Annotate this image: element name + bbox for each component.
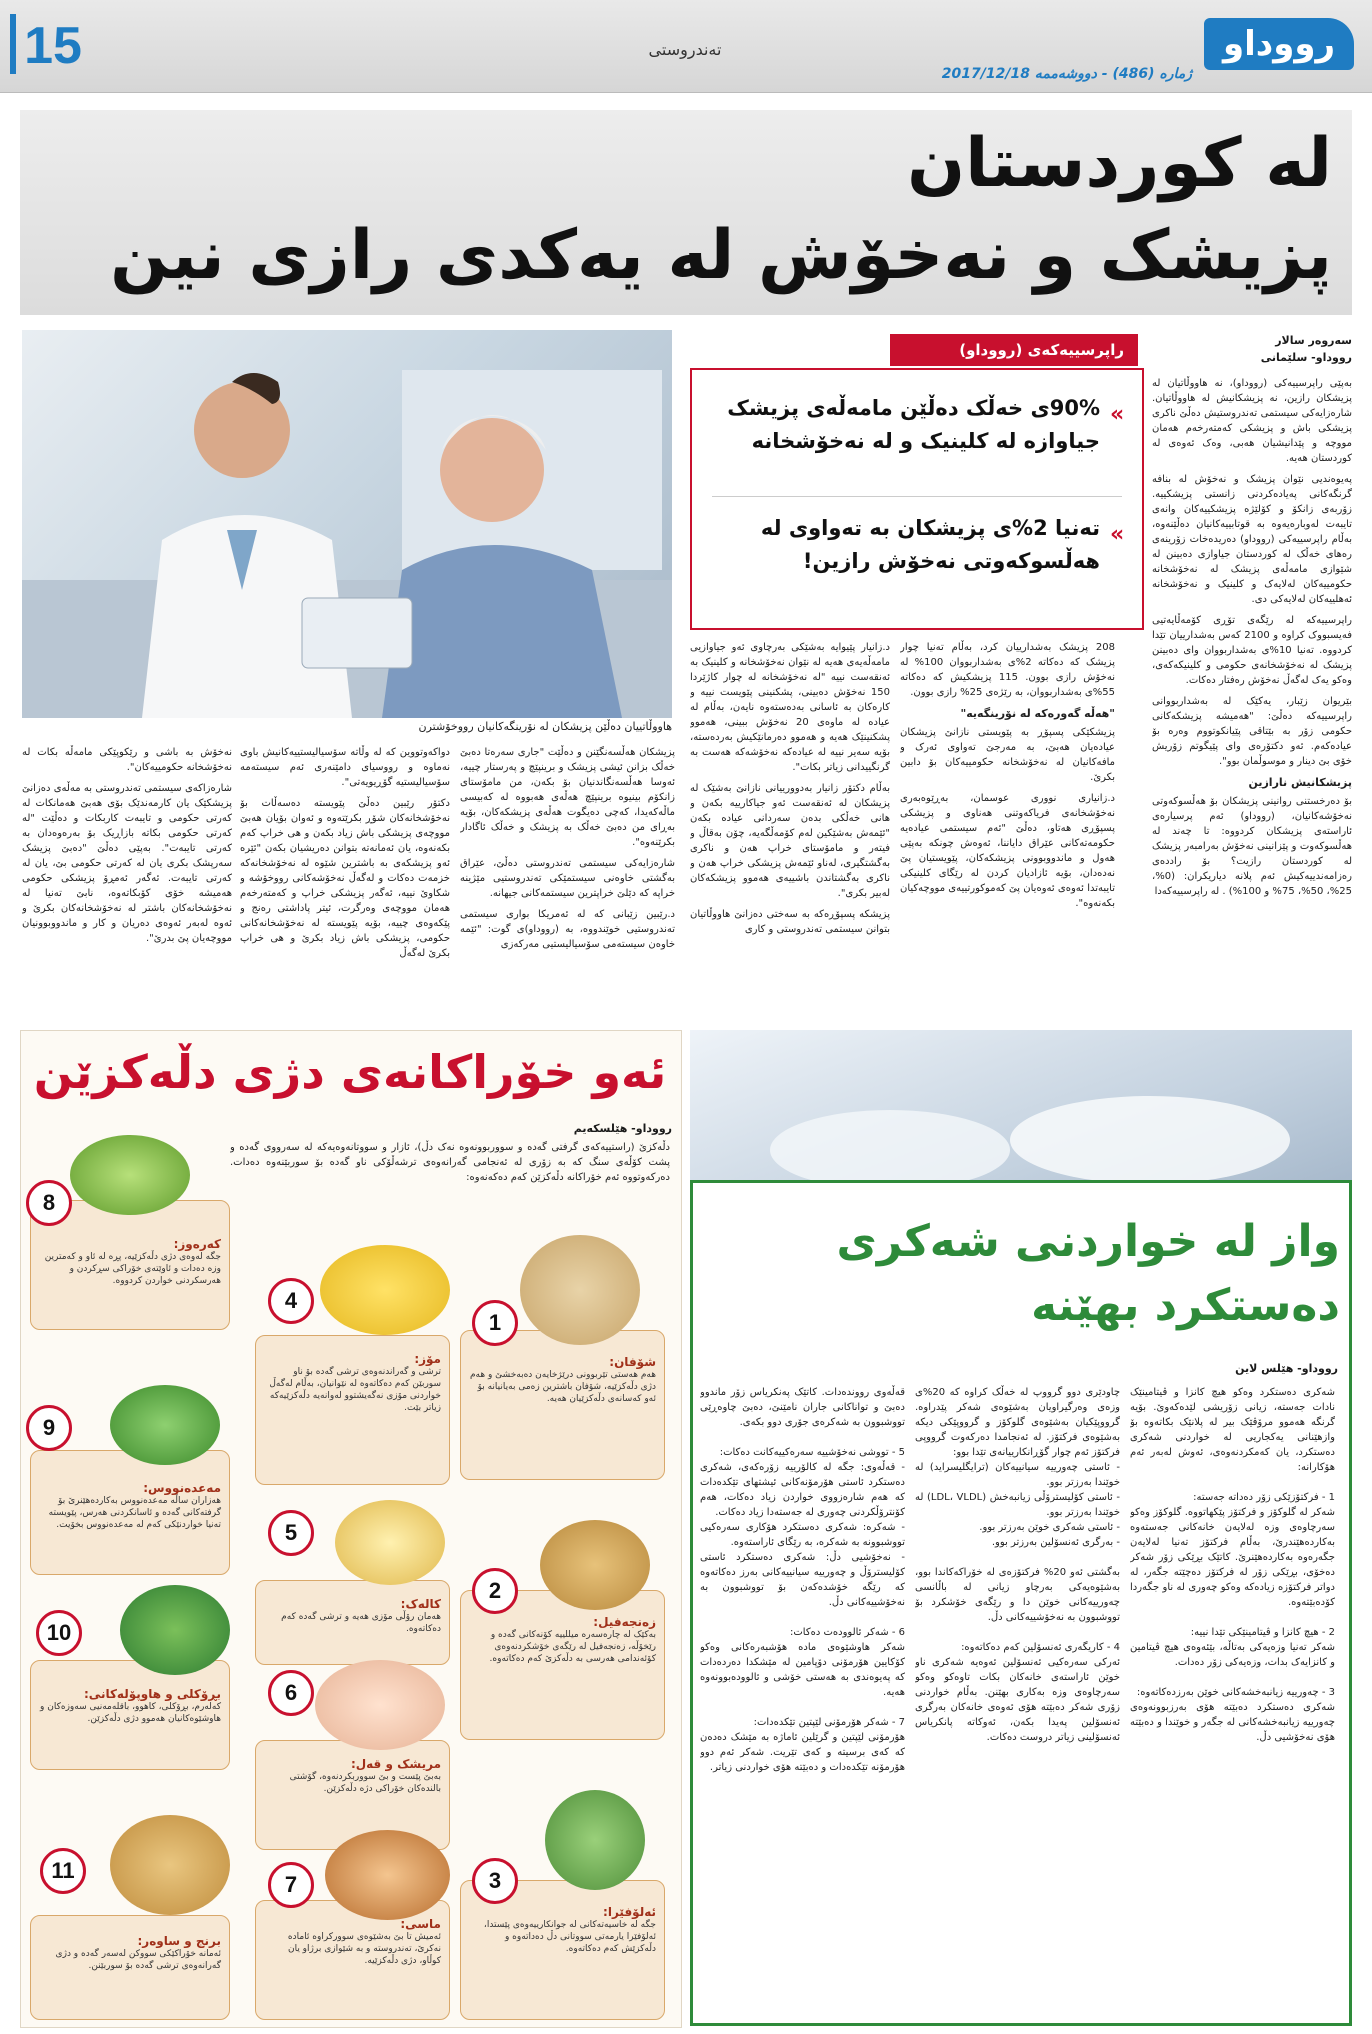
food-name: مەعدەنووس: xyxy=(143,1481,221,1495)
article-byline xyxy=(1152,332,1352,366)
paragraph: شارەزاکەی سیستمی تەندروستی بە مەڵەی دەزانێ پزیشکێک یان کارمەندێک بۆی هەبێ هەمانکات لە کەرتی حکومی و تایبەت کاربکات و دەڵێت "لە کەرتی حکومی بکاتە بازاڕیک بۆ بەرەوەدان بە کەرتی تایبەت". بەپێی دەڵێ "دەبێ پزیشک سەرپشک بکری یان لە کەرتی حکومی بێ، یان لە کەرتی تایبەت. ئەگەر ئەمڕۆ پزیشکی حکومی هەمیشە خۆی کۆبکاتەوە، نابێ تەنیا لە نەخۆشخانەکان باشتر لە نەخۆشخانەکان بکرێ و ئەوە لەبەر ئەوەی دەریان و کار و ماندووبوونیان مووچەیان پێ بدرێ". xyxy=(22,783,232,944)
sugar-title xyxy=(700,1210,1340,1338)
article-column-6 xyxy=(22,745,232,1015)
paragraph: د.زانیار پێیوایە بەشێکی بەرچاوی ئەو جیاوازیی مامەڵەیەی هەیە لە نێوان نەخۆشخانە و کلینیک بە ئەنقەست نییە "لە نەخۆشخانە لە چوار کاژێردا 150 نەخۆش دەبینی، پشکنینی پێویست نییە و کارەکان بە ئاسانی بەدەستەوە نایەن، بەڵام لە عیادە لە ماوەی 20 نەخۆش ببینی، هەموو پشکنینێک هەیە و هەموو دەرمانێکیش بەردەستە، بۆیە سەیر نییە لە عیادەکە نەخۆشەکە هەست بە گرنگییدانی زیاتر بکات". xyxy=(690,642,890,773)
doctor-patient-illustration xyxy=(22,330,672,718)
poll-stat-1: 90%ی خەڵک دەڵێن مامەڵەی پزیشک جیاوازە لە کلینیک و لە نەخۆشخانە xyxy=(727,396,1100,453)
food-card-banana xyxy=(255,1335,450,1485)
aloe-image xyxy=(545,1790,645,1890)
food-name: شۆفان: xyxy=(609,1355,656,1369)
broccoli-image xyxy=(120,1585,230,1675)
foods-byline: رووداو- هێلسکەیم xyxy=(573,1122,672,1135)
fish-image xyxy=(325,1830,450,1920)
photo-caption: هاووڵاتییان دەڵێن پزیشکان لە نۆرینگەکانیان رووخۆشترن xyxy=(418,720,672,733)
melon-image xyxy=(335,1500,445,1585)
sugar-byline: رووداو- هێلس لاین xyxy=(1235,1362,1338,1375)
oats-image xyxy=(520,1235,640,1345)
sugar-title-line-2: دەستکرد بهێنە xyxy=(1031,1280,1340,1331)
poll-divider xyxy=(712,496,1122,497)
article-column-3 xyxy=(690,640,890,1015)
food-text: ئەمانە خۆراکێکی سووکن لەسەر گەدە و دژی گەرانەوەی ترشی گەدە بۆ سوربێنن. xyxy=(55,1949,221,1971)
food-text: جگە لەوەی دژی دڵەکزێیە، پڕە لە ئاو و کەمترین وزە دەدات و ئاوێتەی خۆراکی سڕکردن و هەرسکردنی خواردن کردووە. xyxy=(44,1252,221,1286)
food-number: 8 xyxy=(26,1180,72,1226)
article-column-2 xyxy=(900,640,1115,1015)
headline-line-2: پزیشک و نەخۆش لە یەکدی رازی نین xyxy=(110,216,1332,295)
headline-line-1: لە کوردستان xyxy=(907,124,1332,203)
food-card-rice xyxy=(30,1915,230,2020)
paragraph: 208 پزیشک بەشدارییان کرد، بەڵام تەنیا چوار پزیشک کە دەکاتە 2%ی بەشداربووان 100% لە نەخۆش رازی بوون. 115 پزیشکیش کە دەکاتە 55%ی بەشداربووان، بە رێژەی 25% رازی بوون. xyxy=(900,642,1115,698)
doctor-patient-photo xyxy=(22,330,672,718)
page-number: 15 xyxy=(24,17,82,75)
paragraph: بێریوان زێبار، یەکێک لە بەشداربووانی راپرسییەکە دەڵێ: "هەمیشە پزیشکەکانی حکومی زۆر بە بێتاقی پێیانکوتووم وەرە بۆ عیادەکەم. ئەو دکتۆرەی وای پێیگوتم زۆریش خۆی بێ دینار و موسوڵمان بوو". xyxy=(1152,696,1352,767)
food-name: مریشک و قەل: xyxy=(350,1757,441,1771)
food-card-melon xyxy=(255,1580,450,1665)
paragraph: پزیشکێکی پسپۆڕ بە پێویستی نازانێ پزیشکان عیادەیان هەبێ، بە مەرجێ تەواوی ئەرک و مافەکانیان لە نەخۆشخانە حکومییەکان بۆ دابین بکرێ. xyxy=(900,727,1115,783)
food-name: زەنجەفیل: xyxy=(593,1615,656,1629)
parsley-image xyxy=(110,1385,220,1465)
food-name: برنج و ساوەر: xyxy=(137,1934,221,1948)
paragraph: بۆ دەرخستنی روانینی پزیشکان بۆ هەڵسوکەوتی نەخۆشەکانیان، (رووداو) ئەم پرسیارەی ئاراستەی پزیشکان کردووە: تا چەند لە هەڵسوکەوت و پێزانینی نەخۆش بەرامبەر پزیشک لە کوردستان رازیت؟ بۆ راددەی رەزامەندییەکیش ئەم پلانە دیاریکران: (0%، 25%، 50%، 75% و 100%) . لە راپرسییەکەدا xyxy=(1152,796,1352,897)
food-card-broccoli xyxy=(30,1660,230,1770)
sugar-column-middle: چاودێری دوو گرووپ لە خەڵک کراوە کە 20%ی وزەی وەرگیراویان بەشێوەی شەکر پێدراوە. گرووپێکیان بەشێوەی گلوکۆز و گرووپێکی دیکە بەشێوەی فرکتۆز. لە ئەنجامدا دەرکەوت گرووپی فرکتۆز ئەم چوار گۆڕانکارییانەی تێدا بوو: - ئاستی چەورییە سیانییەکان (ترایگلیسراید) لە خوێندا بەرزتر بوو. - ئاستی کۆلیسترۆڵی زیانبەخش (LDL، VLDL) لە خوێندا بەرزتر بوو. - ئاستی شەکری خوێن بەرزتر بوو. - بەرگری ئەنسۆلین بەرزتر بوو. بەگشتی ئەو 20% فرکتۆزەی لە خۆراکەکاندا بوو، بەشێوەیەکی بەرچاو زیانی لە باڵانسی چەورییەکانی خوێن دا و رێگەی خۆشکرد بۆ تووشبوون بە نەخۆشییەکانی دڵ. 4 - کاریگەری ئەنسۆلین کەم دەکاتەوە: ئەرکی سەرەکیی ئەنسۆلین ئەوەیە شەکری ناو خوێن ئاراستەی خانەکان بکات تاوەکو وەکو سەرچاوەی وزە بەکاری بهێنن. بەڵام خواردنی زۆری شەکر دەبێتە هۆی ئەوەی خانەکان بەرگری ئەنسۆلین پەیدا بکەن، ئەوکاتە پانکریاس ئەنسۆلینی زیاتر دروست دەکات. xyxy=(915,1387,1120,1743)
food-text: هەزاران ساڵە مەعدەنووس بەکاردەهێنرێ بۆ گرفتەکانی گەدە و ئاسانکردنی هەرس، پێویستە تەنیا خواردنێکی کەم لە مەعدەنووس بخۆیت. xyxy=(48,1496,221,1530)
sugar-title-line-1: واز لە خواردنی شەکری xyxy=(836,1216,1340,1267)
ginger-image xyxy=(540,1520,650,1610)
food-number: 11 xyxy=(40,1848,86,1894)
paragraph: دکتۆر رێبین دەڵێ پێویستە دەسەڵات بۆ نەخۆشخانەکان شۆڕ بکرێتەوە و ئەوان بۆیان هەبێ مووچەی پزیشکی باش زیاد بکەن و هی خراپ کەم بکەنەوە، یان ئەمانەتە بتوانن دەریشیان بکەن "ئێرە ئەو پزیشکەی بە باشترین شێوە لە نەخۆشخانەکە خزمەت دەکات و لەگەڵ نەخۆشەکانی رووخۆشە و شکاوێ نییە، ئەگەر پزیشکی خراپ و کەمتەرخەم هەمان مووچەی وەرگرت، ئیتر پاداشتی رەنج و پێکەوەی چییە، بۆیە پێویستە لە نەخۆشخانەکانی حکومی، پزیشکی باش زیاد بکرێ و هی خراپ بکرێ لەگەڵ xyxy=(240,798,450,959)
sugar-column-right: شەکری دەستکرد وەکو هیچ کانزا و ڤیتامینێک نادات جەستە، زیانی زۆریشی لێدەکەوێ. بۆیە گرنگە هەموو مرۆڤێک بیر لە پلانێک بکاتەوە بۆ وازهێنانی یەکجاریی لە خواردنی شەکری دەستکرد، یان کەمکردنەوەی، ئەوش لەبەر ئەم هۆکارانە: 1 - فرکتۆزێکی زۆر دەداتە جەستە: شەکر لە گلوکۆز و فرکتۆز پێکهاتووە. گلوکۆز وەکو سەرچاوەی وزە لەلایەن خانەکانی جەستەوە بەکاردەهێندرێ، بەڵام فرکتۆز تەنیا لەلایەن جگەرەوە بەکاردەهێنرێ. کاتێک بڕێکی زۆر شەکر دەخۆی، بڕێکی زۆر لە فرکتۆز دەچێتە جگەر، لە دواتر فرکتۆزە زیادەکە وەکو چەوری لە ناو جگەردا کۆدەبێتەوە. 2 - هیچ کانزا و ڤیتامینێکی تێدا نییە: شەکر تەنیا وزەیەکی بەتاڵە، بێئەوەی هیچ ڤیتامین و کانزایەک بدات، وزەیەکی زۆر دەدات. 3 - چەورییە زیانبەخشەکانی خوێن بەرزدەکاتەوە: شەکری دەستکرد دەبێتە هۆی بەرزبوونەوەی چەورییە زیانبەخشەکانی لە جگەر و خوێندا و دەبێتە هۆی نەخۆشیی دڵ. xyxy=(1130,1387,1335,1743)
food-card-parsley xyxy=(30,1450,230,1575)
byline-author: سەروەر سالار xyxy=(1275,334,1352,347)
paragraph: راپرسییەکە لە رێگەی تۆڕی کۆمەڵایەتیی فەیسبووک کراوە و 2100 کەس بەشدارییان تێدا کردووە. تەنیا 10%ی بەشداربووان وای دەبینن پزیشک لە نەخۆشخانەی حکومی و کلینیکەکەی، وەکو یەک لەگەڵ نەخۆش رەفتار دەکات. xyxy=(1152,615,1352,686)
chevron-left-icon: « xyxy=(1110,522,1125,547)
food-text: بەکێک لە چارەسەرە میللییە کۆنەکانی گەدە و رێخۆڵە، زەنجەفیل لە رێگەی خۆشکردنەوەی کۆئەندامی هەرسی بە دڵەکزێ کەم دەکاتەوە. xyxy=(489,1630,656,1664)
rice-image xyxy=(110,1815,230,1915)
paragraph: بەپێی راپرسییەکی (رووداو)، نە هاووڵاتیان لە پزیشکان رازین، نە پزیشکانیش لە هاووڵاتیان. شارەزایەکی سیستمی تەندروستیش دەڵێ ناکری پزیشکی باش و پزیشکی کەمتەرخەم هەمان مووچە و پێدانیشیان هەبی، وەک ئەوەی لە کوردستان هەیە. xyxy=(1152,378,1352,464)
food-name: کەرەوز: xyxy=(173,1237,221,1251)
chevron-left-icon: « xyxy=(1110,402,1125,427)
food-number: 10 xyxy=(36,1610,82,1656)
foods-title: ئەو خۆراکانەی دژی دڵەکزێن xyxy=(33,1045,667,1099)
paragraph: بەڵام دکتۆر زانیار بەدوورییانی نازانێ بەشێک لە پزیشکان لە ئەنقەست ئەو جیاکارییە بکەن و هانی خەڵکی بدەن سەردانی عیادە بکەن "ئێمەش بەشێکین لەم کۆمەڵگەیە، چۆن بەقاڵ و فیتەر و مامۆستای خراپ هەن و ناکری بەگشتگیری، لەناو ئێمەش پزیشکی خراپ هەن و ناکری بەگشتاندن باشییەی هەموو پزیشکەکان لەبیر بکری". xyxy=(690,783,890,899)
food-text: کەلەرم، بڕۆکلی، کاهوو، باقلەمەنیی سەوزەکان و هاوشێوەکانیان هەموو دژی دڵەکزێن. xyxy=(40,1702,221,1724)
food-card-oats xyxy=(460,1330,665,1480)
food-number: 5 xyxy=(268,1510,314,1556)
paragraph: پزیشکان هەڵسەنگێنن و دەڵێت "جاری سەرەتا دەبێ خەڵک بزانن ئیشی پزیشک و برینپێچ و پەرستار چییە، ئەوسا هەڵسەنگاندنیان بۆ بکەن، من مامۆستای زانکۆم بینیوە برینپێچ هەڵەی هەبووە لە کەبیسی ماڵەکەیدا، کەچی دەیگوت هەڵەی پزیشکەکان، بۆیە بەڕای من دەبێ خەڵک بە پزیشک و خەڵک ئاگادار بکرێنەوە". xyxy=(460,747,675,848)
food-number: 1 xyxy=(472,1300,518,1346)
food-number: 3 xyxy=(472,1858,518,1904)
paragraph: نەخۆش بە باشی و رێکوپێکی مامەڵە بکات لە نەخۆشخانە حکومییەکان". xyxy=(22,747,232,773)
food-text: ترشی و گەراندنەوەی ترشی گەدە بۆ ناو سوربێن کەم دەکاتەوە لە نێوانیان، بەڵام لەگەڵ خواردنی مۆزی نەگەیشتوو لەوانەیە دڵەکزێیەکە زیاتر بێت. xyxy=(269,1367,441,1413)
food-text: جگە لە خاسیەتەکانی لە جوانکارییەوەی پێستدا، ئەلۆفێرا یارمەتی سووتانی دڵ دەداتەوە و دڵەکزێش کەم دەکاتەوە. xyxy=(483,1920,656,1954)
paragraph: د.زانیاری نووری عوسمان، بەڕێوەبەری نەخۆشخانەی فریاکەوتنی هەناوی و پزیشکی پسپۆڕی هەتاو، دەڵێ "ئەم سیستمی عیادەیە حکومەتەکانی عێراق دایاننا، ئەوەش چونکە بەپێی هەول و ماندووبوونی پزیشکەکان، پێویستیان پێ نەدەدان، بۆیە ئازادیان کردن لە رێگای کلینیکی تایبەتدا ئەوەی ئەوەیان پێ کەموکورتییەی مووچەکیان بکەنەوە". xyxy=(900,793,1115,909)
byline-place: رووداو- سلێمانی xyxy=(1260,351,1352,364)
issue-line: ژمارە (486) - دووشەممە 2017/12/18 xyxy=(941,66,1192,82)
food-card-chicken xyxy=(255,1740,450,1850)
food-name: مۆز: xyxy=(414,1352,441,1366)
section-title: تەندروستی xyxy=(648,40,722,59)
paragraph: د.رێبین زێبانی کە لە ئەمریکا بواری سیستمی تەندروستیی خوێندووە، بە (رووداو)ی گوت: "ئێمە خاوەن سیستەمی سۆسیالیستیی مەرکەزی xyxy=(460,909,675,950)
poll-label: راپرسییەکەی (رووداو) xyxy=(890,334,1138,366)
food-number: 4 xyxy=(268,1278,314,1324)
paragraph: پزیشکە پسپۆڕەکە بە سەختی دەزانێ هاووڵاتیان بتوانن سیستمی تەندروستی و کاری xyxy=(690,909,890,935)
article-headline xyxy=(52,118,1332,302)
article-column-1 xyxy=(1152,376,1352,1016)
food-number: 7 xyxy=(268,1862,314,1908)
celery-image xyxy=(70,1135,190,1215)
subheading: "هەڵە گەورەکە لە نۆرینگەیە" xyxy=(960,707,1115,720)
paragraph: شارەزایەکی سیستمی تەندروستی دەڵێ، عێراق بەگشتی خاوەنی سیستمێکی تەندروستیی مێژینە خراپە کە دێلێ خراپترین سیستمەکانی جیهانە. xyxy=(460,858,675,899)
food-number: 9 xyxy=(26,1405,72,1451)
foods-intro: دڵەکزێ (راستییەکەی گرفتی گەدە و سووربوونەوە نەک دڵ)، ئازار و سووتانەوەیەکە لە سەرووی گەدە و پشت کۆڵەی سنگ کە بە زۆری لە ئەنجامی گەرانەوەی ترشەڵۆکی ناو گەدە بۆ سوربێنەوە دەدات. دەرکەوتووە ئەم خۆراکانە دڵەکزێن کەم دەکەنەوە: xyxy=(230,1142,670,1183)
poll-stat-2: تەنیا 2%ی پزیشکان بە تەواوی لە هەڵسوکەوتی نەخۆش رازین! xyxy=(760,516,1100,573)
food-number: 6 xyxy=(268,1670,314,1716)
poll-box xyxy=(690,368,1144,630)
food-card-fish xyxy=(255,1900,450,2020)
food-text: هەم هەستی تێربوونی درێژخایەن دەبەخشێ و هەم دژی دڵەکزێیە، شۆفان باشترین زەمی بەیانیانە بۆ ئەو کەسانەی دڵەکزێیان هەیە. xyxy=(469,1370,656,1404)
rudaw-logo: رووداو xyxy=(1204,18,1354,70)
paragraph: پەیوەندیی نێوان پزیشک و نەخۆش لە بنافە گرنگەکانی پەیادەکردنی زانستی پزیشکییە. زۆربەی زانکۆ و کۆلێژە پزیشکییەکان وانەی تایبەت لەوبارەیەوە بە قوتابییەکانیان دەڵێنەوە، بەڵام راپرسییەکی (رووداو) دەریدەخات زۆرینەی رەهای خەڵک لە کوردستان جیاوازی دەبینن لە شێوازی مامەڵەی پزیشک لە نەخۆشخانە حکومییەکان لەلایەک و کلینیک و نەخۆشخانە ئەهلییەکان لەلایەکی دی. xyxy=(1152,474,1352,605)
food-name: بڕۆکلی و هاوپۆلەکانی: xyxy=(84,1687,221,1701)
food-name: کالەک: xyxy=(400,1597,441,1611)
banana-image xyxy=(320,1245,450,1335)
article-column-4 xyxy=(460,745,675,1015)
subheading: پزیشکانیش نارازین xyxy=(1248,776,1352,789)
paragraph: دواکەوتووین کە لە وڵاتە سۆسیالیستییەکانیش باوی نەماوە و رووسیای دامێنەری ئەم سیستەمە سۆسیالیستیە گۆڕیویەتی". xyxy=(240,747,450,788)
food-name: ئەلۆفێرا: xyxy=(603,1905,656,1919)
article-column-5 xyxy=(240,745,450,1015)
food-name: ماسی: xyxy=(400,1917,441,1931)
food-text: ئەمیش تا بێ بەشێوەی سوورکراوە ئامادە نەکرێ، تەندروستە و بە شێوازی برژاو یان کوڵاو، دژی دڵەکزێیە. xyxy=(287,1932,441,1966)
food-number: 2 xyxy=(472,1568,518,1614)
sugar-column-left: قەڵەوی رووندەدات. کاتێک پەنکریاس زۆر ماندوو دەبێ و تواناکانی جاران نامێنێ، دەبێ چاوەڕێی تووشبوون بە شەکرەی جۆری دوو بکەی. 5 - تووشی نەخۆشییە سەرەکییەکانت دەکات: - قەڵەوی: جگە لە کالۆرییە زۆرەکەی، شەکری دەستکرد ئاستی هۆرمۆنەکانی ئیشتهای تێکدەدات کە هەم شارەزووی خواردن زیاد دەکات، هەم کۆنترۆڵکردنی چەوری لە جەستەدا زیاد دەکات. - شەکرە: شەکری دەستکرد هۆکاری سەرەکیی تووشبوونە بە شەکرە، بە رێگای ئاراستەوە. - نەخۆشیی دڵ: شەکری دەستکرد ئاستی کۆلیسترۆڵ و چەورییە سیانییەکانی بەرز دەکاتەوە کە رێگە خۆشدەکەن بۆ تووشبوون بە نەخۆشییەکانی دڵ. 6 - شەکر ئالوودەت دەکات: شەکر هاوشێوەی مادە هۆشبەرەکانی وەکو کۆکایین هۆرمۆنی دۆپامین لە مێشکدا دەردەدات کە پەیوەندی بە هەستی خۆشی و ئالوودەبوونەوە هەیە. 7 - شەکر هۆرمۆنی لێپتین تێکدەدات: هۆرمۆنی لێپتین و گرێلین ئاماژە بە مێشک دەدەن کە کەی برسیتە و کەی تێریت. شەکر ئەم دوو هۆرمۆنە تێکدەدات و دەبێتە هۆی خواردنی زیاتر. xyxy=(700,1387,905,1773)
food-text: بەبێ پێست و بێ سووربکردنەوە، گۆشتی بالندەکان خۆراکی دژە دڵەکزێن. xyxy=(289,1772,441,1794)
chicken-image xyxy=(315,1660,445,1750)
food-text: هەمان رۆڵی مۆزی هەیە و ترشی گەدە کەم دەکاتەوە. xyxy=(281,1612,441,1634)
